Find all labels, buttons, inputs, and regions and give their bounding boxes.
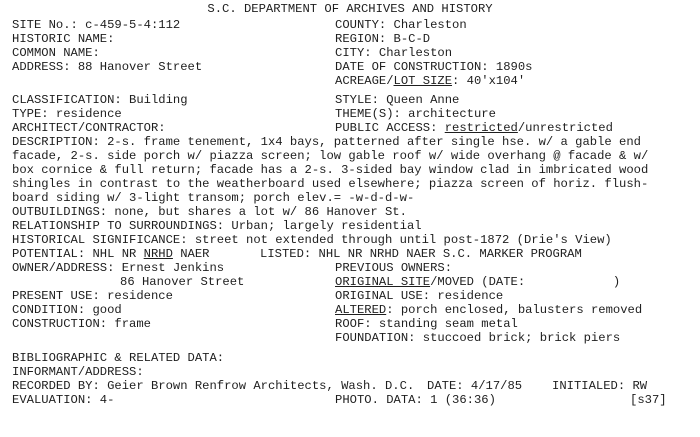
common-name-field: COMMON NAME: (12, 46, 100, 60)
description-line: board siding w/ 3-light transom; porch elev.= -w-d-d-w- (12, 191, 415, 205)
region-field: REGION: B-C-D (335, 32, 431, 46)
foundation-field: FOUNDATION: stuccoed brick; brick piers (335, 331, 621, 345)
county-field: COUNTY: Charleston (335, 18, 467, 32)
relationship-field: RELATIONSHIP TO SURROUNDINGS: Urban; largely residential (12, 219, 422, 233)
original-use-field: ORIGINAL USE: residence (335, 289, 504, 303)
previous-owners-field: PREVIOUS OWNERS: (335, 261, 453, 275)
owner-address-field: OWNER/ADDRESS: Ernest Jenkins (12, 261, 225, 275)
card-header: S.C. DEPARTMENT OF ARCHIVES AND HISTORY (207, 2, 493, 16)
evaluation-field: EVALUATION: 4- (12, 393, 115, 407)
altered-label: ALTERED (335, 303, 387, 317)
record-date-field: DATE: 4/17/85 (427, 379, 523, 393)
themes-field: THEME(S): architecture (335, 107, 496, 121)
site-number: SITE No.: c-459-5-4:112 (12, 18, 181, 32)
potential-selected: NRHD (143, 247, 173, 261)
informant-address-field: INFORMANT/ADDRESS: (12, 365, 144, 379)
photo-data-field: PHOTO. DATA: 1 (36:36) (335, 393, 496, 407)
public-access-other: /unrestricted (517, 121, 613, 135)
style-field: STYLE: Queen Anne (335, 93, 460, 107)
description-line: box cornice & full return; facade has a 2-s. 3-sided bay window clad in imbricated wood (12, 163, 649, 177)
altered-value: : porch enclosed, balusters removed (386, 303, 643, 317)
description-line: shingles in contrast to the weatherboard used elsewhere; piazza screen of horiz. flush- (12, 177, 649, 191)
roof-field: ROOF: standing seam metal (335, 317, 518, 331)
historical-significance-field: HISTORICAL SIGNIFICANCE: street not extended through until post-1872 (Drie's View) (12, 233, 612, 247)
lot-size-selected: LOT SIZE (393, 74, 453, 88)
initialed-field: INITIALED: RW (552, 379, 648, 393)
original-site-field (335, 276, 620, 289)
address-field: ADDRESS: 88 Hanover Street (12, 60, 203, 74)
historic-name-field: HISTORIC NAME: (12, 32, 115, 46)
public-access-field (335, 122, 613, 135)
acreage-label: ACREAGE/ (335, 74, 394, 88)
altered-field (335, 304, 642, 317)
bibliographic-field: BIBLIOGRAPHIC & RELATED DATA: (12, 351, 225, 365)
original-site-rest: /MOVED (DATE: ) (430, 275, 621, 289)
date-of-construction-field: DATE OF CONSTRUCTION: 1890s (335, 60, 533, 74)
present-use-field: PRESENT USE: residence (12, 289, 173, 303)
acreage-field (335, 75, 525, 88)
construction-field: CONSTRUCTION: frame (12, 317, 151, 331)
classification-field: CLASSIFICATION: Building (12, 93, 188, 107)
condition-field: CONDITION: good (12, 303, 122, 317)
description-line: DESCRIPTION: 2-s. frame tenement, 1x4 bays, patterned after single hse. w/ a gable end (12, 135, 641, 149)
potential-label: POTENTIAL: NHL NR (12, 247, 144, 261)
potential-rest: NAER (172, 247, 210, 261)
description-line: facade, 2-s. side porch w/ piazza screen; low gable roof w/ wide overhang @ facade & w/ (12, 149, 649, 163)
listed-field: LISTED: NHL NR NRHD NAER S.C. MARKER PROGRAM (260, 247, 582, 261)
recorded-by-field: RECORDED BY: Geier Brown Renfrow Architects, Wash. D.C. (12, 379, 415, 393)
acreage-value: : 40'x104' (452, 74, 526, 88)
city-field: CITY: Charleston (335, 46, 453, 60)
outbuildings-field: OUTBUILDINGS: none, but shares a lot w/ 86 Hanover St. (12, 205, 407, 219)
public-access-selected: restricted (444, 121, 518, 135)
potential-field (12, 248, 210, 261)
owner-address-line-2: 86 Hanover Street (120, 275, 245, 289)
reference-code: [s37] (630, 393, 667, 407)
public-access-label: PUBLIC ACCESS: (335, 121, 445, 135)
type-field: TYPE: residence (12, 107, 122, 121)
original-site-selected: ORIGINAL SITE (335, 275, 431, 289)
architect-contractor-field: ARCHITECT/CONTRACTOR: (12, 121, 166, 135)
